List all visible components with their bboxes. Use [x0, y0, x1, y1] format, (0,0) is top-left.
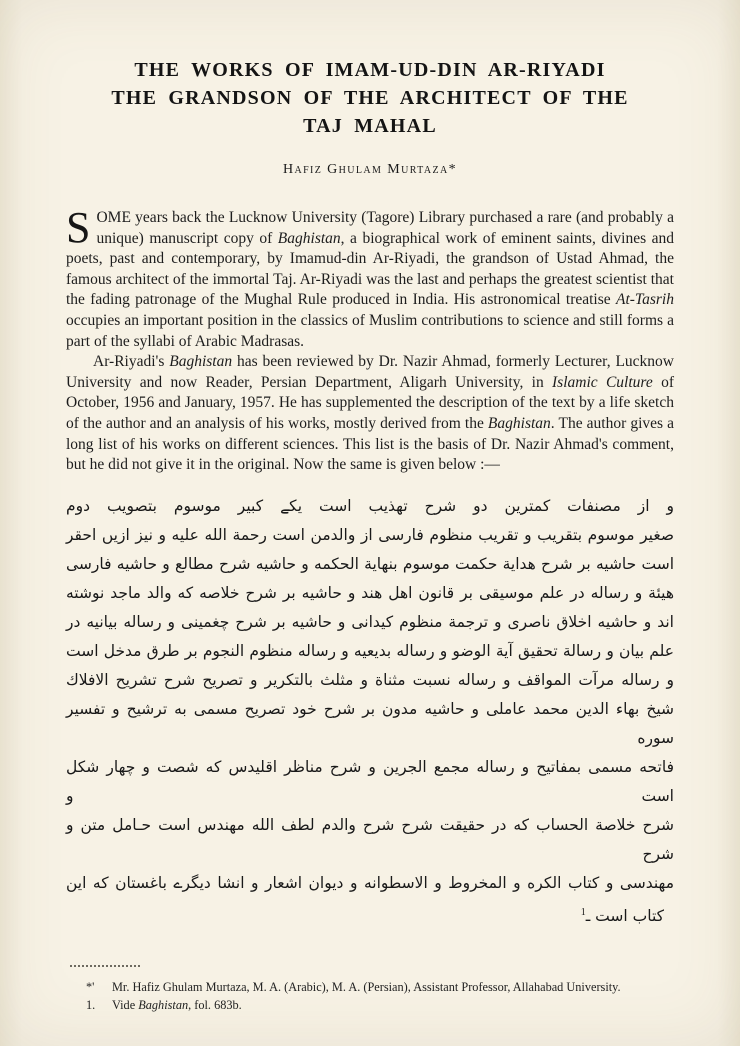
- persian-line: علم بيان و رسالة تحقيق آية الوضو و رساله بديعيه و رساله منظوم النجوم بر طرق مدخل است: [66, 641, 674, 660]
- paper-title-line: TAJ MAHAL: [303, 115, 437, 137]
- persian-line: و از مصنفات كمترين دو شرح تهذيب است يكے كبير موسوم بتصويب دوم: [66, 496, 674, 515]
- author-name: Hafiz Ghulam Murtaza*: [282, 162, 458, 177]
- persian-line: اند و حاشيه اخلاق ناصرى و ترجمة منظوم كيدانى و حاشيه بر شرح چغمينى و رساله بيانيه در: [66, 612, 674, 631]
- footnote-1: [86, 997, 674, 1013]
- paper-title-line: THE WORKS OF IMAM-UD-DIN AR-RIYADI: [134, 59, 606, 81]
- persian-line: شرح خلاصة الحساب كه در حقيقت شرح شرح والدم لطف الله مهندس است حـامل متن و شرح: [66, 815, 674, 863]
- persian-text-block: [66, 492, 674, 931]
- paper-title-line: THE GRANDSON OF THE ARCHITECT OF THE: [111, 87, 629, 109]
- persian-line: شيخ بهاء الدين محمد عاملى و حاشيه مدون بر شرح خود تصريح مسمى به ترشيح و تفسير سوره: [66, 699, 674, 747]
- persian-line: صغير موسوم بتقريب و تقريب منظوم فارسى از والدمن است رحمة الله عليه و نيز ازيں احقر: [66, 525, 674, 544]
- persian-line: مهندسى و كتاب الكره و المخروط و الاسطوانه و ديوان اشعار و انشا ديگرے باغستان كه اين: [66, 873, 674, 892]
- persian-lines: [66, 492, 674, 898]
- paragraph-review: Ar-Riyadi's Baghistan has been reviewed by Dr. Nazir Ahmad, formerly Lecturer, Lucknow University and now Reader, Persian Department, Aligarh University, in Islamic Culture of October, 1956 and January, 1957. He has supplemented the description of the text by a life sketch of the author and an analysis of his works, mostly derived from the Baghistan. The author gives a long list of his works on different sciences. This list is the basis of Dr. Nazir Ahmad's comment, but he did not give it in the original. Now the same is given below :—: [66, 353, 674, 474]
- paragraph-intro: [66, 203, 674, 352]
- footnote-author-text: Mr. Hafiz Ghulam Murtaza, M. A. (Arabic), M. A. (Persian), Assistant Professor, Allahabad University.: [112, 979, 621, 994]
- article-body: [66, 203, 674, 476]
- persian-line: و رساله مرآت المواقف و رساله نسبت مثناة و مثلث بالتكرير و تصريح شرح تشريح الافلاك: [66, 670, 674, 689]
- footnotes: [66, 979, 674, 1013]
- footnote-author: [86, 979, 674, 995]
- paper-title: [66, 56, 674, 140]
- footnote-marker-1: 1.: [86, 997, 96, 1012]
- paragraph-intro-text: OME years back the Lucknow University (Tagore) Library purchased a rare (and probably a unique) manuscript copy of Baghistan, a biographical work of eminent saints, divines and poets, past and contemporary, by Imamud-din Ar-Riyadi, the grandson of Ustad Ahmad, the famous architect of the immortal Taj. Ar-Riyadi was the last and perhaps the greatest scientist that the fading patronage of the Mughal Rule produced in India. His astronomical treatise At-Tasrih occupies an important position in the classics of Muslim contributions to science and still forms a part of the syllabi of Arabic Madrasas.: [66, 209, 674, 350]
- footnote-1-text: Vide Baghistan, fol. 683b.: [112, 997, 242, 1012]
- footnote-separator: [70, 965, 140, 967]
- persian-line: هيئة و رساله در علم موسيقى بر قانون اهل هند و حاشيه بر شرح خلاصه كه والد ماجد نوشته: [66, 583, 674, 602]
- dropcap-letter: S: [66, 203, 91, 252]
- persian-line-last: [66, 898, 664, 931]
- persian-line-last-text: كتاب است ـ: [585, 906, 664, 925]
- footnote-marker-asterisk: *': [86, 979, 95, 994]
- footnote-ref-1: 1: [580, 906, 586, 918]
- persian-line: فاتحه مسمى بمفاتيح و رساله مجمع الجرين و شرح مناظر اقليدس كه شصت و چهار شكل است و: [66, 757, 674, 805]
- persian-line: است حاشيه بر شرح هداية حكمت موسوم بنهاية الحكمه و حاشيه شرح مطالع و حاشيه فارسى: [66, 554, 674, 573]
